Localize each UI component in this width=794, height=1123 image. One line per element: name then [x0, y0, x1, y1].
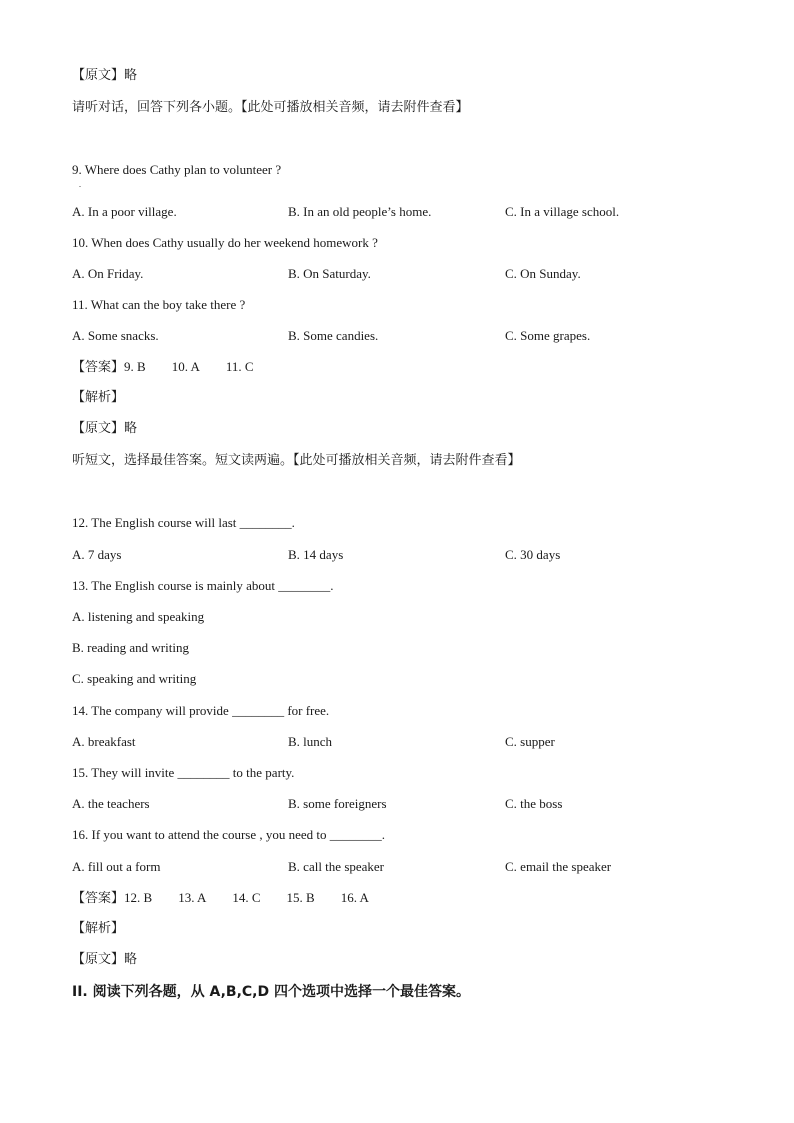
answer-item: 13. A	[178, 890, 207, 905]
answer-label: 【答案】	[72, 891, 125, 906]
q14-option-a: A. breakfast	[72, 734, 136, 749]
q10-option-a: A. On Friday.	[72, 266, 144, 281]
q14-option-b: B. lunch	[288, 734, 333, 749]
section-heading-reading: II. 阅读下列各题，从 A,B,C,D 四个选项中选择一个最佳答案。	[72, 984, 470, 1000]
original-text-omitted: 【原文】略	[72, 952, 138, 967]
instruction-dialogue: 请听对话，回答下列各小题。【此处可播放相关音频，请去附件查看】	[72, 100, 469, 115]
answer-item: 12. B	[124, 890, 153, 905]
q12-option-c: C. 30 days	[505, 547, 561, 562]
q13-option-c: C. speaking and writing	[72, 671, 197, 686]
instruction-passage: 听短文，选择最佳答案。短文读两遍。【此处可播放相关音频，请去附件查看】	[72, 453, 521, 468]
answer-item: 16. A	[340, 890, 369, 905]
answer-line-1	[72, 359, 280, 376]
answer-item: 15. B	[286, 890, 315, 905]
question-12: 12. The English course will last ________.	[72, 515, 295, 530]
q13-option-b: B. reading and writing	[72, 640, 189, 655]
q9-option-c: C. In a village school.	[505, 204, 620, 219]
answer-item: 14. C	[232, 890, 261, 905]
original-text-omitted: 【原文】略	[72, 421, 138, 436]
q13-option-a: A. listening and speaking	[72, 609, 205, 624]
stray-dot: .	[79, 180, 81, 189]
q9-option-a: A. In a poor village.	[72, 204, 177, 219]
analysis-label: 【解析】	[72, 921, 125, 936]
answer-label: 【答案】	[72, 360, 125, 375]
answer-item: 10. A	[171, 359, 200, 374]
q14-option-c: C. supper	[505, 734, 555, 749]
q10-option-c: C. On Sunday.	[505, 266, 581, 281]
q11-option-a: A. Some snacks.	[72, 328, 159, 343]
answer-line-2	[72, 890, 395, 907]
question-10: 10. When does Cathy usually do her weekend homework ?	[72, 235, 378, 250]
q15-option-c: C. the boss	[505, 796, 563, 811]
question-16: 16. If you want to attend the course , you need to ________.	[72, 827, 386, 842]
q15-option-b: B. some foreigners	[288, 796, 387, 811]
q16-option-c: C. email the speaker	[505, 859, 612, 874]
q12-option-b: B. 14 days	[288, 547, 344, 562]
question-9: 9. Where does Cathy plan to volunteer ?	[72, 162, 282, 177]
original-text-omitted: 【原文】略	[72, 68, 138, 83]
q12-option-a: A. 7 days	[72, 547, 122, 562]
answer-item: 11. C	[225, 359, 254, 374]
q10-option-b: B. On Saturday.	[288, 266, 371, 281]
q16-option-a: A. fill out a form	[72, 859, 161, 874]
q11-option-c: C. Some grapes.	[505, 328, 591, 343]
q9-option-b: B. In an old people’s home.	[288, 204, 432, 219]
answer-item: 9. B	[124, 359, 146, 374]
q11-option-b: B. Some candies.	[288, 328, 379, 343]
question-14: 14. The company will provide ________ for free.	[72, 703, 330, 718]
question-11: 11. What can the boy take there ?	[72, 297, 246, 312]
question-13: 13. The English course is mainly about ________.	[72, 578, 334, 593]
q15-option-a: A. the teachers	[72, 796, 150, 811]
q16-option-b: B. call the speaker	[288, 859, 385, 874]
analysis-label: 【解析】	[72, 390, 125, 405]
question-15: 15. They will invite ________ to the party.	[72, 765, 295, 780]
